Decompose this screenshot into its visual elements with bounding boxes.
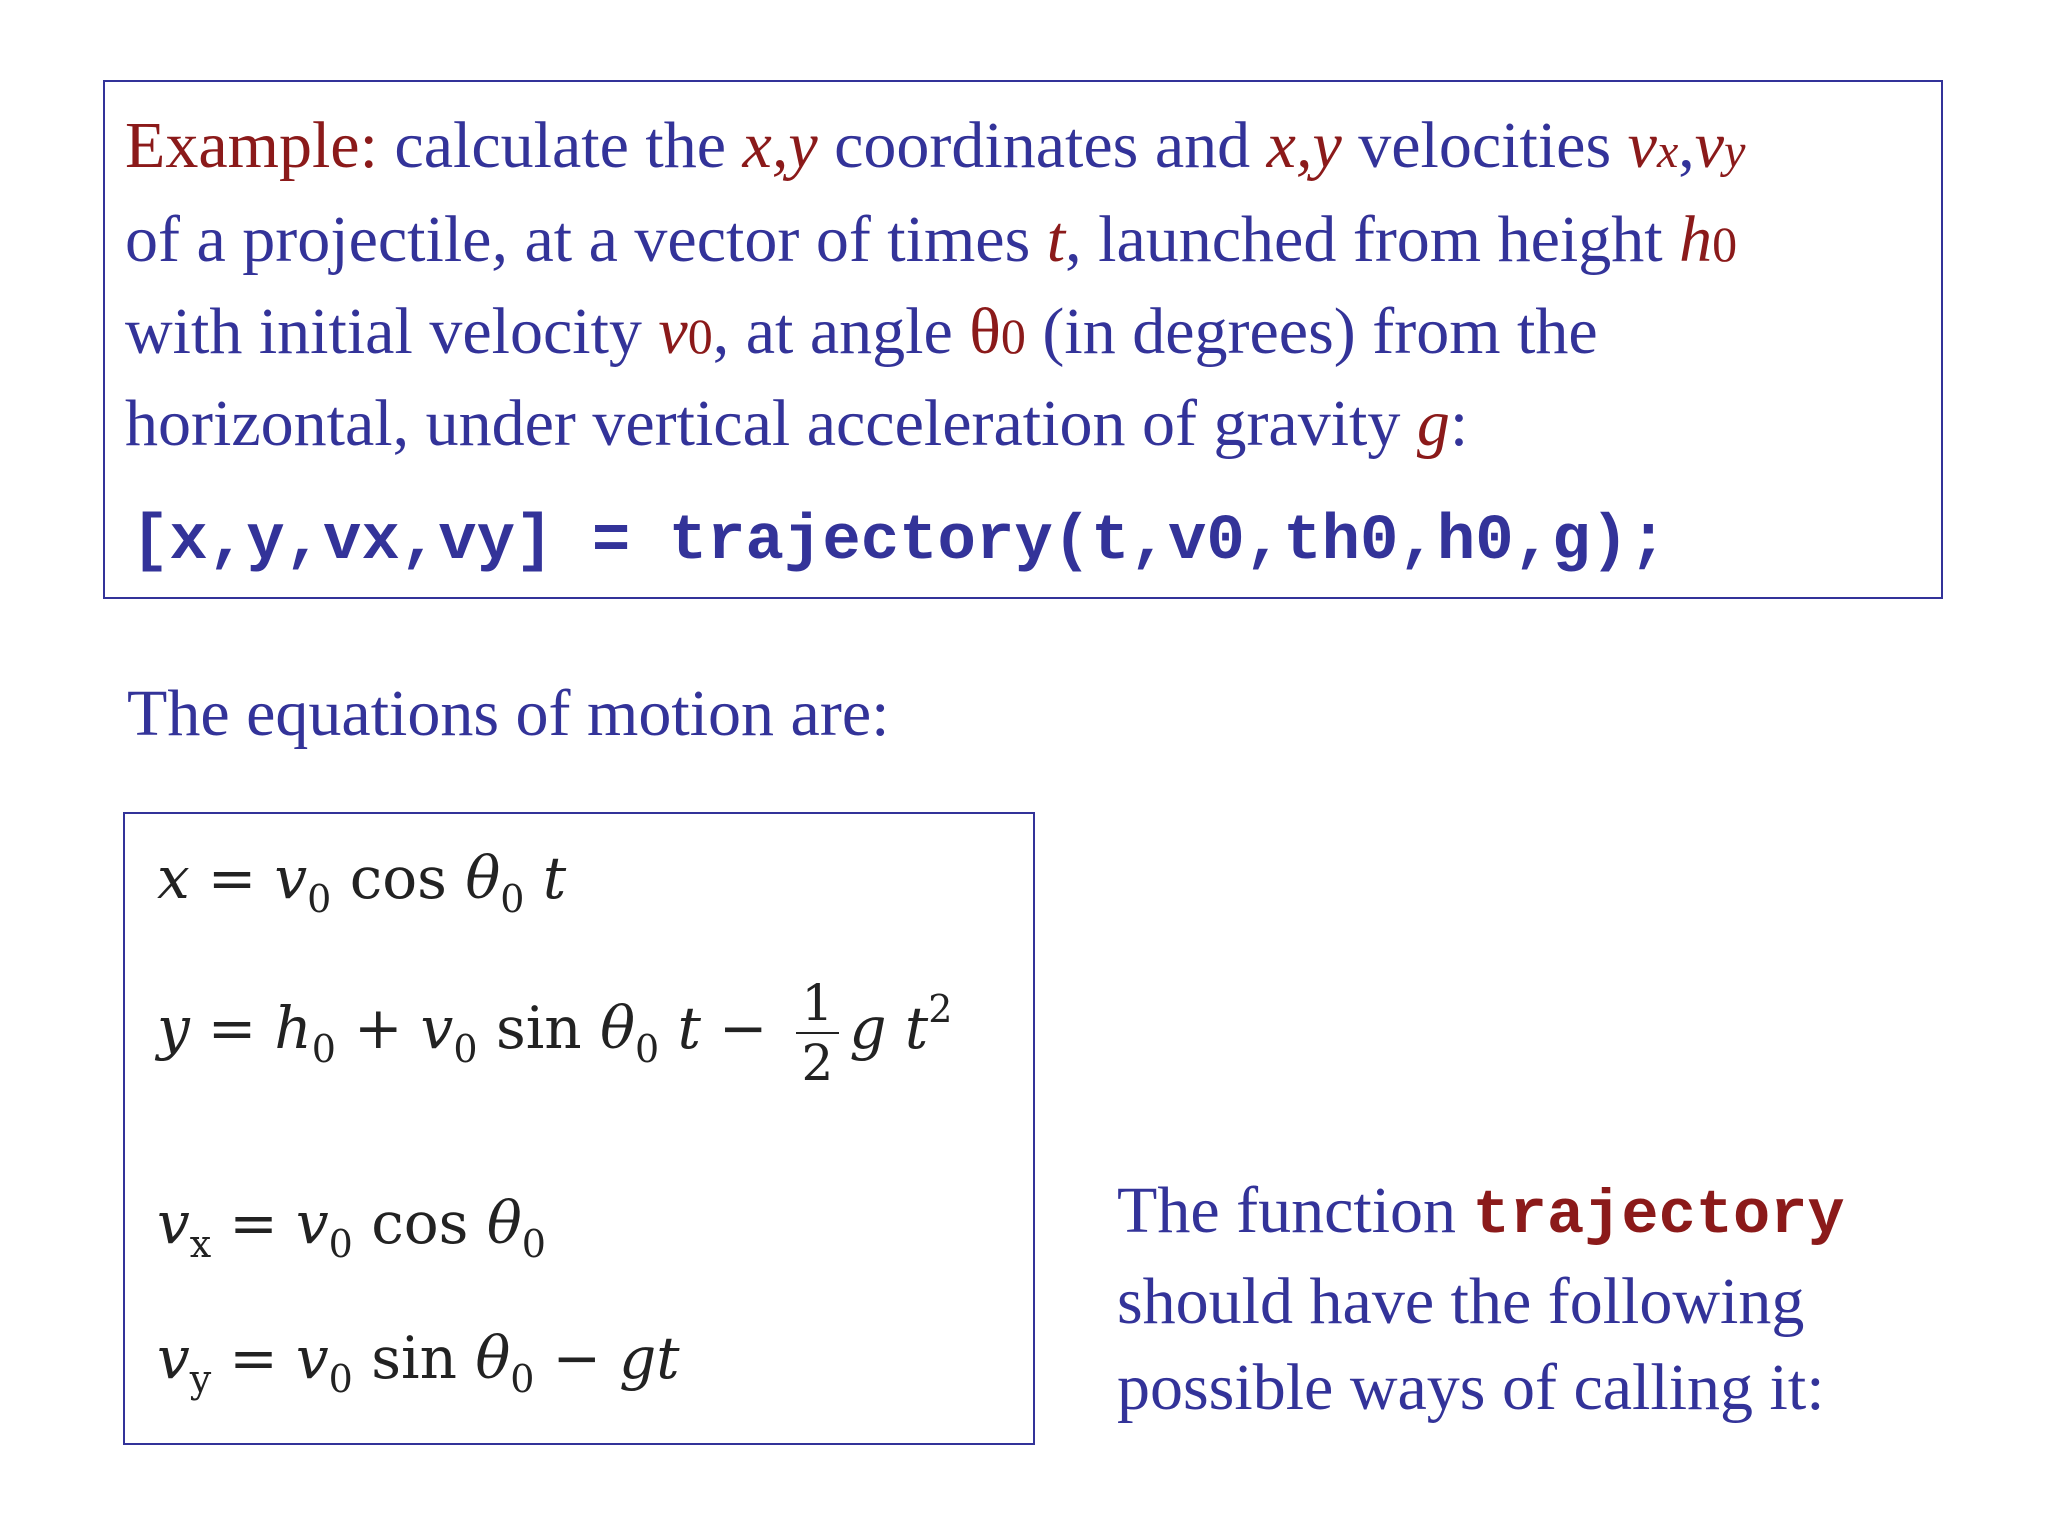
eq-operator: − bbox=[552, 1324, 602, 1392]
function-call-code: [x,y,vx,vy] = trajectory(t,v0,th0,h0,g); bbox=[131, 506, 1668, 578]
eq-operator: + bbox=[353, 994, 403, 1063]
equation-vx bbox=[157, 1189, 546, 1266]
eq-symbol: gt bbox=[619, 1324, 680, 1392]
theta0-variable: θ bbox=[969, 295, 1001, 368]
fraction-numerator: 1 bbox=[796, 974, 840, 1034]
text-span: : bbox=[1449, 387, 1469, 460]
equation-y bbox=[157, 974, 952, 1092]
v0-subscript: 0 bbox=[687, 308, 713, 364]
text-span: , bbox=[491, 203, 508, 276]
eq-subscript: x bbox=[189, 1222, 212, 1266]
h0-variable: h bbox=[1679, 203, 1713, 276]
function-note-line-2: should have the following bbox=[1117, 1265, 1805, 1338]
equations-heading: The equations of motion are: bbox=[127, 677, 890, 750]
text-span: calculate the bbox=[377, 109, 743, 182]
h0-subscript: 0 bbox=[1712, 216, 1738, 272]
eq-operator: = bbox=[207, 994, 257, 1063]
example-line-3 bbox=[125, 288, 1935, 380]
function-note-line-1 bbox=[1117, 1168, 1845, 1259]
eq-subscript: 0 bbox=[311, 1027, 336, 1072]
text-span: coordinates and bbox=[817, 109, 1267, 182]
text-span: , launched from height bbox=[1065, 203, 1680, 276]
eq-function: sin bbox=[371, 1324, 457, 1392]
eq-exponent: 2 bbox=[928, 987, 953, 1032]
example-description bbox=[125, 102, 1935, 468]
example-line-4 bbox=[125, 380, 1935, 468]
eq-subscript: 0 bbox=[453, 1027, 478, 1072]
eq-symbol: t bbox=[542, 844, 567, 912]
eq-subscript: y bbox=[189, 1357, 212, 1401]
eq-symbol: v bbox=[295, 1324, 329, 1392]
eq-symbol: θ bbox=[486, 1189, 522, 1257]
example-label: Example: bbox=[125, 109, 378, 182]
eq-function: cos bbox=[371, 1189, 469, 1257]
eq-operator: − bbox=[718, 994, 768, 1063]
eq-symbol: t bbox=[904, 994, 929, 1063]
eq-operator: = bbox=[207, 844, 257, 912]
eq-subscript: 0 bbox=[328, 1222, 353, 1266]
text-span: The function bbox=[1117, 1174, 1473, 1247]
eq-symbol: v bbox=[420, 994, 454, 1063]
vy-variable: v bbox=[1694, 109, 1725, 182]
v0-variable: v bbox=[658, 295, 688, 368]
eq-subscript: 0 bbox=[510, 1357, 535, 1401]
xy-variable: x,y bbox=[1266, 109, 1342, 182]
function-name-code: trajectory bbox=[1472, 1180, 1845, 1251]
equations-box bbox=[123, 812, 1035, 1445]
eq-function: cos bbox=[349, 844, 447, 912]
eq-operator: = bbox=[229, 1189, 278, 1257]
function-note-line-3: possible ways of calling it: bbox=[1117, 1351, 1825, 1424]
text-span: (in degrees) from the bbox=[1025, 295, 1598, 368]
text-span: , bbox=[1678, 109, 1695, 182]
equation-x bbox=[157, 844, 566, 921]
text-span: at a vector of times bbox=[507, 203, 1047, 276]
eq-symbol: v bbox=[157, 1189, 190, 1257]
eq-subscript: 0 bbox=[521, 1222, 546, 1266]
eq-symbol: θ bbox=[475, 1324, 511, 1392]
text-span: velocities bbox=[1341, 109, 1628, 182]
eq-operator: = bbox=[229, 1324, 278, 1392]
t-variable: t bbox=[1046, 203, 1066, 276]
eq-subscript: 0 bbox=[634, 1027, 660, 1072]
example-line-1 bbox=[125, 102, 1935, 196]
vx-variable: v bbox=[1627, 109, 1657, 182]
eq-symbol: θ bbox=[600, 994, 635, 1063]
eq-symbol: y bbox=[157, 994, 190, 1063]
eq-subscript: 0 bbox=[328, 1357, 353, 1401]
function-note bbox=[1117, 1168, 1845, 1431]
eq-symbol: x bbox=[157, 844, 190, 912]
eq-subscript: 0 bbox=[500, 877, 525, 921]
fraction-denominator: 2 bbox=[801, 1034, 834, 1092]
example-box bbox=[103, 80, 1943, 599]
g-variable: g bbox=[1416, 387, 1450, 460]
theta0-subscript: 0 bbox=[1000, 308, 1026, 364]
text-span: of a projectile bbox=[125, 203, 492, 276]
eq-symbol: v bbox=[295, 1189, 329, 1257]
text-span: horizontal, under vertical acceleration of gravity bbox=[125, 387, 1417, 460]
vy-subscript: y bbox=[1724, 125, 1746, 178]
eq-symbol: g bbox=[849, 994, 887, 1063]
xy-variable: x,y bbox=[742, 109, 818, 182]
example-line-2 bbox=[125, 196, 1935, 288]
vx-subscript: x bbox=[1656, 125, 1679, 178]
equation-vy bbox=[157, 1324, 680, 1401]
eq-subscript: 0 bbox=[307, 877, 332, 921]
eq-symbol: θ bbox=[465, 844, 501, 912]
fraction-one-half bbox=[796, 974, 840, 1092]
eq-function: sin bbox=[495, 994, 582, 1063]
text-span: with initial velocity bbox=[125, 295, 659, 368]
eq-symbol: v bbox=[157, 1324, 190, 1392]
text-span: , at angle bbox=[712, 295, 970, 368]
eq-symbol: h bbox=[274, 994, 312, 1063]
eq-symbol: v bbox=[274, 844, 308, 912]
eq-symbol: t bbox=[677, 994, 701, 1063]
